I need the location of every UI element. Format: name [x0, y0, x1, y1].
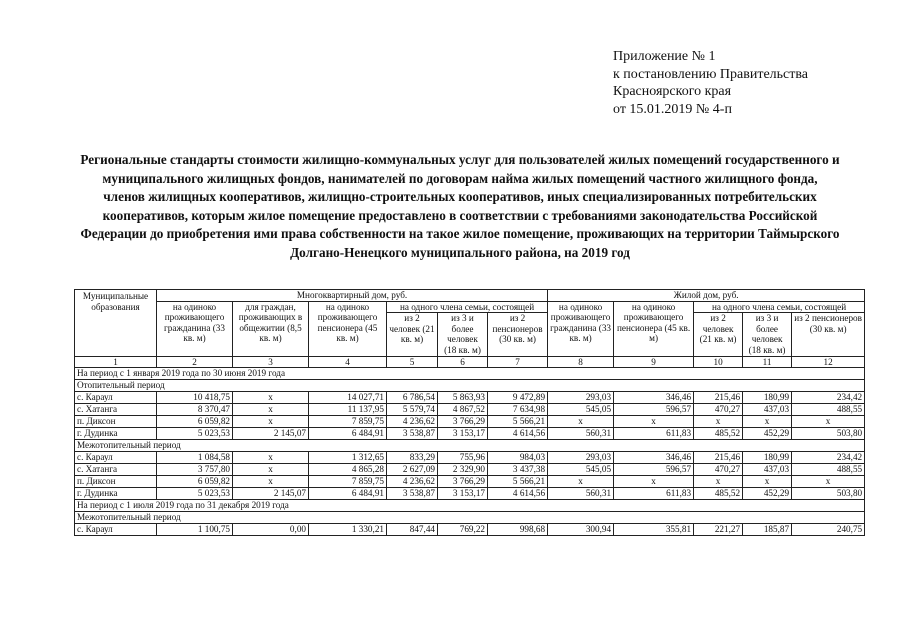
column-number: 8 — [548, 356, 614, 368]
value-cell: 4 236,62 — [387, 416, 438, 428]
value-cell: 833,29 — [387, 452, 438, 464]
value-cell: 485,52 — [694, 488, 743, 500]
column-number: 3 — [233, 356, 309, 368]
season-label: Межотопительный период — [75, 512, 865, 524]
value-cell: 611,83 — [614, 488, 694, 500]
value-cell: x — [548, 416, 614, 428]
header-apt-pens2: из 2 пенсионеров (30 кв. м) — [488, 313, 548, 356]
column-number: 9 — [614, 356, 694, 368]
appendix-line: Приложение № 1 — [613, 49, 716, 64]
header-house-three: из 3 и более человек (18 кв. м) — [743, 313, 792, 356]
municipality-cell: с. Хатанга — [75, 404, 157, 416]
value-cell: x — [792, 476, 865, 488]
value-cell: 240,75 — [792, 524, 865, 536]
value-cell: 470,27 — [694, 464, 743, 476]
value-cell: x — [743, 416, 792, 428]
column-number: 6 — [438, 356, 488, 368]
value-cell: 293,03 — [548, 452, 614, 464]
standards-table — [74, 289, 865, 536]
period-row — [75, 368, 865, 380]
value-cell: 3 766,29 — [438, 476, 488, 488]
season-label: Отопительный период — [75, 380, 865, 392]
value-cell: 6 484,91 — [309, 488, 387, 500]
header-house-single: на одиноко проживающего гражданина (33 кв. м) — [548, 301, 614, 356]
value-cell: 2 627,09 — [387, 464, 438, 476]
value-cell: 847,44 — [387, 524, 438, 536]
table-row — [75, 452, 865, 464]
value-cell: 3 538,87 — [387, 488, 438, 500]
value-cell: x — [792, 416, 865, 428]
value-cell: 4 614,56 — [488, 428, 548, 440]
value-cell: 769,22 — [438, 524, 488, 536]
appendix-line: к постановлению Правительства — [613, 66, 809, 82]
value-cell: 503,80 — [792, 488, 865, 500]
value-cell: 180,99 — [743, 452, 792, 464]
header-municipal: Муниципальные образования — [75, 290, 157, 357]
value-cell: 4 867,52 — [438, 404, 488, 416]
value-cell: 7 859,75 — [309, 476, 387, 488]
value-cell: 437,03 — [743, 404, 792, 416]
value-cell: 300,94 — [548, 524, 614, 536]
value-cell: 5 023,53 — [157, 428, 233, 440]
value-cell: 452,29 — [743, 488, 792, 500]
value-cell: 11 137,95 — [309, 404, 387, 416]
season-row — [75, 512, 865, 524]
header-house-two: из 2 человек (21 кв. м) — [694, 313, 743, 356]
value-cell: 180,99 — [743, 392, 792, 404]
value-cell: 0,00 — [233, 524, 309, 536]
period-label: На период с 1 января 2019 года по 30 июня 2019 года — [75, 368, 865, 380]
column-number-row — [75, 356, 865, 368]
table-row — [75, 488, 865, 500]
value-cell: 6 786,54 — [387, 392, 438, 404]
value-cell: 3 766,29 — [438, 416, 488, 428]
column-number: 5 — [387, 356, 438, 368]
value-cell: 1 330,21 — [309, 524, 387, 536]
value-cell: 485,52 — [694, 428, 743, 440]
value-cell: 355,81 — [614, 524, 694, 536]
header-apt-three: из 3 и более человек (18 кв. м) — [438, 313, 488, 356]
table-row — [75, 428, 865, 440]
column-number: 2 — [157, 356, 233, 368]
value-cell: 3 437,38 — [488, 464, 548, 476]
value-cell: 984,03 — [488, 452, 548, 464]
column-number: 12 — [792, 356, 865, 368]
value-cell: 560,31 — [548, 428, 614, 440]
value-cell: 14 027,71 — [309, 392, 387, 404]
value-cell: x — [233, 452, 309, 464]
value-cell: 9 472,89 — [488, 392, 548, 404]
value-cell: 234,42 — [792, 452, 865, 464]
municipality-cell: с. Караул — [75, 392, 157, 404]
value-cell: 185,87 — [743, 524, 792, 536]
value-cell: x — [694, 416, 743, 428]
value-cell: x — [548, 476, 614, 488]
value-cell: 755,96 — [438, 452, 488, 464]
period-label: На период с 1 июля 2019 года по 31 декабря 2019 года — [75, 500, 865, 512]
document-title: Региональные стандарты стоимости жилищно-коммунальных услуг для пользователей жилых помещений государственного и муниципального жилищных фондов, нанимателей по договорам найма жилых помещений частного жилищного фонда, членов жилищных кооперативов, жилищно-строительных кооперативов, иных специализированных потребительских кооперативов, которым жилое помещение предоставлено в соответствии с требованиями законодательства Российской Федерации до приобретения ими права собственности на такое жилое помещение, проживающих на территории Таймырского Долгано-Ненецкого муниципального района, на 2019 год — [80, 152, 840, 260]
value-cell: 2 329,90 — [438, 464, 488, 476]
value-cell: 596,57 — [614, 404, 694, 416]
value-cell: 545,05 — [548, 404, 614, 416]
municipality-cell: с. Караул — [75, 452, 157, 464]
municipality-cell: п. Диксон — [75, 416, 157, 428]
value-cell: 4 865,28 — [309, 464, 387, 476]
table-row — [75, 476, 865, 488]
value-cell: 5 566,21 — [488, 476, 548, 488]
appendix-line: от 15.01.2019 № 4-п — [613, 101, 732, 117]
value-cell: 234,42 — [792, 392, 865, 404]
value-cell: 5 863,93 — [438, 392, 488, 404]
value-cell: 7 634,98 — [488, 404, 548, 416]
value-cell: 4 236,62 — [387, 476, 438, 488]
value-cell: 470,27 — [694, 404, 743, 416]
value-cell: 998,68 — [488, 524, 548, 536]
municipality-cell: п. Диксон — [75, 476, 157, 488]
value-cell: 488,55 — [792, 464, 865, 476]
table-row — [75, 392, 865, 404]
value-cell: 3 153,17 — [438, 428, 488, 440]
header-apt-dorm: для граждан, проживающих в общежитии (8,5 кв. м) — [233, 301, 309, 356]
season-row — [75, 440, 865, 452]
season-row — [75, 380, 865, 392]
value-cell: 3 538,87 — [387, 428, 438, 440]
value-cell: x — [233, 416, 309, 428]
municipality-cell: г. Дудинка — [75, 428, 157, 440]
municipality-cell: с. Хатанга — [75, 464, 157, 476]
value-cell: 452,29 — [743, 428, 792, 440]
season-label: Межотопительный период — [75, 440, 865, 452]
appendix-block — [613, 48, 893, 118]
value-cell: 5 566,21 — [488, 416, 548, 428]
value-cell: 3 757,80 — [157, 464, 233, 476]
value-cell: x — [743, 476, 792, 488]
value-cell: 6 484,91 — [309, 428, 387, 440]
period-row — [75, 500, 865, 512]
value-cell: 545,05 — [548, 464, 614, 476]
value-cell: 6 059,82 — [157, 416, 233, 428]
value-cell: x — [233, 404, 309, 416]
header-apt-single: на одиноко проживающего гражданина (33 кв. м) — [157, 301, 233, 356]
value-cell: 1 312,65 — [309, 452, 387, 464]
value-cell: 611,83 — [614, 428, 694, 440]
value-cell: 596,57 — [614, 464, 694, 476]
value-cell: x — [233, 464, 309, 476]
table-row — [75, 404, 865, 416]
value-cell: x — [233, 476, 309, 488]
column-number: 1 — [75, 356, 157, 368]
value-cell: 2 145,07 — [233, 428, 309, 440]
table-body — [75, 368, 865, 536]
table-row — [75, 524, 865, 536]
municipality-cell: г. Дудинка — [75, 488, 157, 500]
appendix-line: Красноярского края — [613, 84, 732, 99]
value-cell: 6 059,82 — [157, 476, 233, 488]
municipality-cell: с. Караул — [75, 524, 157, 536]
header-house-pens2: из 2 пенсионеров (30 кв. м) — [792, 313, 865, 356]
header-apt-pensioner: на одиноко проживающего пенсионера (45 кв. м) — [309, 301, 387, 356]
column-number: 4 — [309, 356, 387, 368]
header-apt-two: из 2 человек (21 кв. м) — [387, 313, 438, 356]
header-house-family: на одного члена семьи, состоящей — [694, 301, 865, 313]
value-cell: 3 153,17 — [438, 488, 488, 500]
value-cell: x — [614, 476, 694, 488]
value-cell: 7 859,75 — [309, 416, 387, 428]
column-number: 10 — [694, 356, 743, 368]
value-cell: 8 370,47 — [157, 404, 233, 416]
header-apt-family: на одного члена семьи, состоящей — [387, 301, 548, 313]
value-cell: 2 145,07 — [233, 488, 309, 500]
value-cell: 560,31 — [548, 488, 614, 500]
value-cell: 4 614,56 — [488, 488, 548, 500]
value-cell: 346,46 — [614, 392, 694, 404]
header-house-pensioner: на одиноко проживающего пенсионера (45 кв. м) — [614, 301, 694, 356]
value-cell: 503,80 — [792, 428, 865, 440]
value-cell: 488,55 — [792, 404, 865, 416]
value-cell: 293,03 — [548, 392, 614, 404]
value-cell: 5 023,53 — [157, 488, 233, 500]
table-row — [75, 464, 865, 476]
value-cell: 215,46 — [694, 392, 743, 404]
header-house-group: Жилой дом, руб. — [548, 290, 865, 302]
value-cell: 1 100,75 — [157, 524, 233, 536]
value-cell: 5 579,74 — [387, 404, 438, 416]
value-cell: 10 418,75 — [157, 392, 233, 404]
column-number: 7 — [488, 356, 548, 368]
value-cell: x — [694, 476, 743, 488]
value-cell: x — [614, 416, 694, 428]
column-number: 11 — [743, 356, 792, 368]
table-row — [75, 416, 865, 428]
value-cell: 346,46 — [614, 452, 694, 464]
header-apartment-group: Многоквартирный дом, руб. — [157, 290, 548, 302]
value-cell: 221,27 — [694, 524, 743, 536]
value-cell: 437,03 — [743, 464, 792, 476]
value-cell: 1 084,58 — [157, 452, 233, 464]
value-cell: 215,46 — [694, 452, 743, 464]
value-cell: x — [233, 392, 309, 404]
